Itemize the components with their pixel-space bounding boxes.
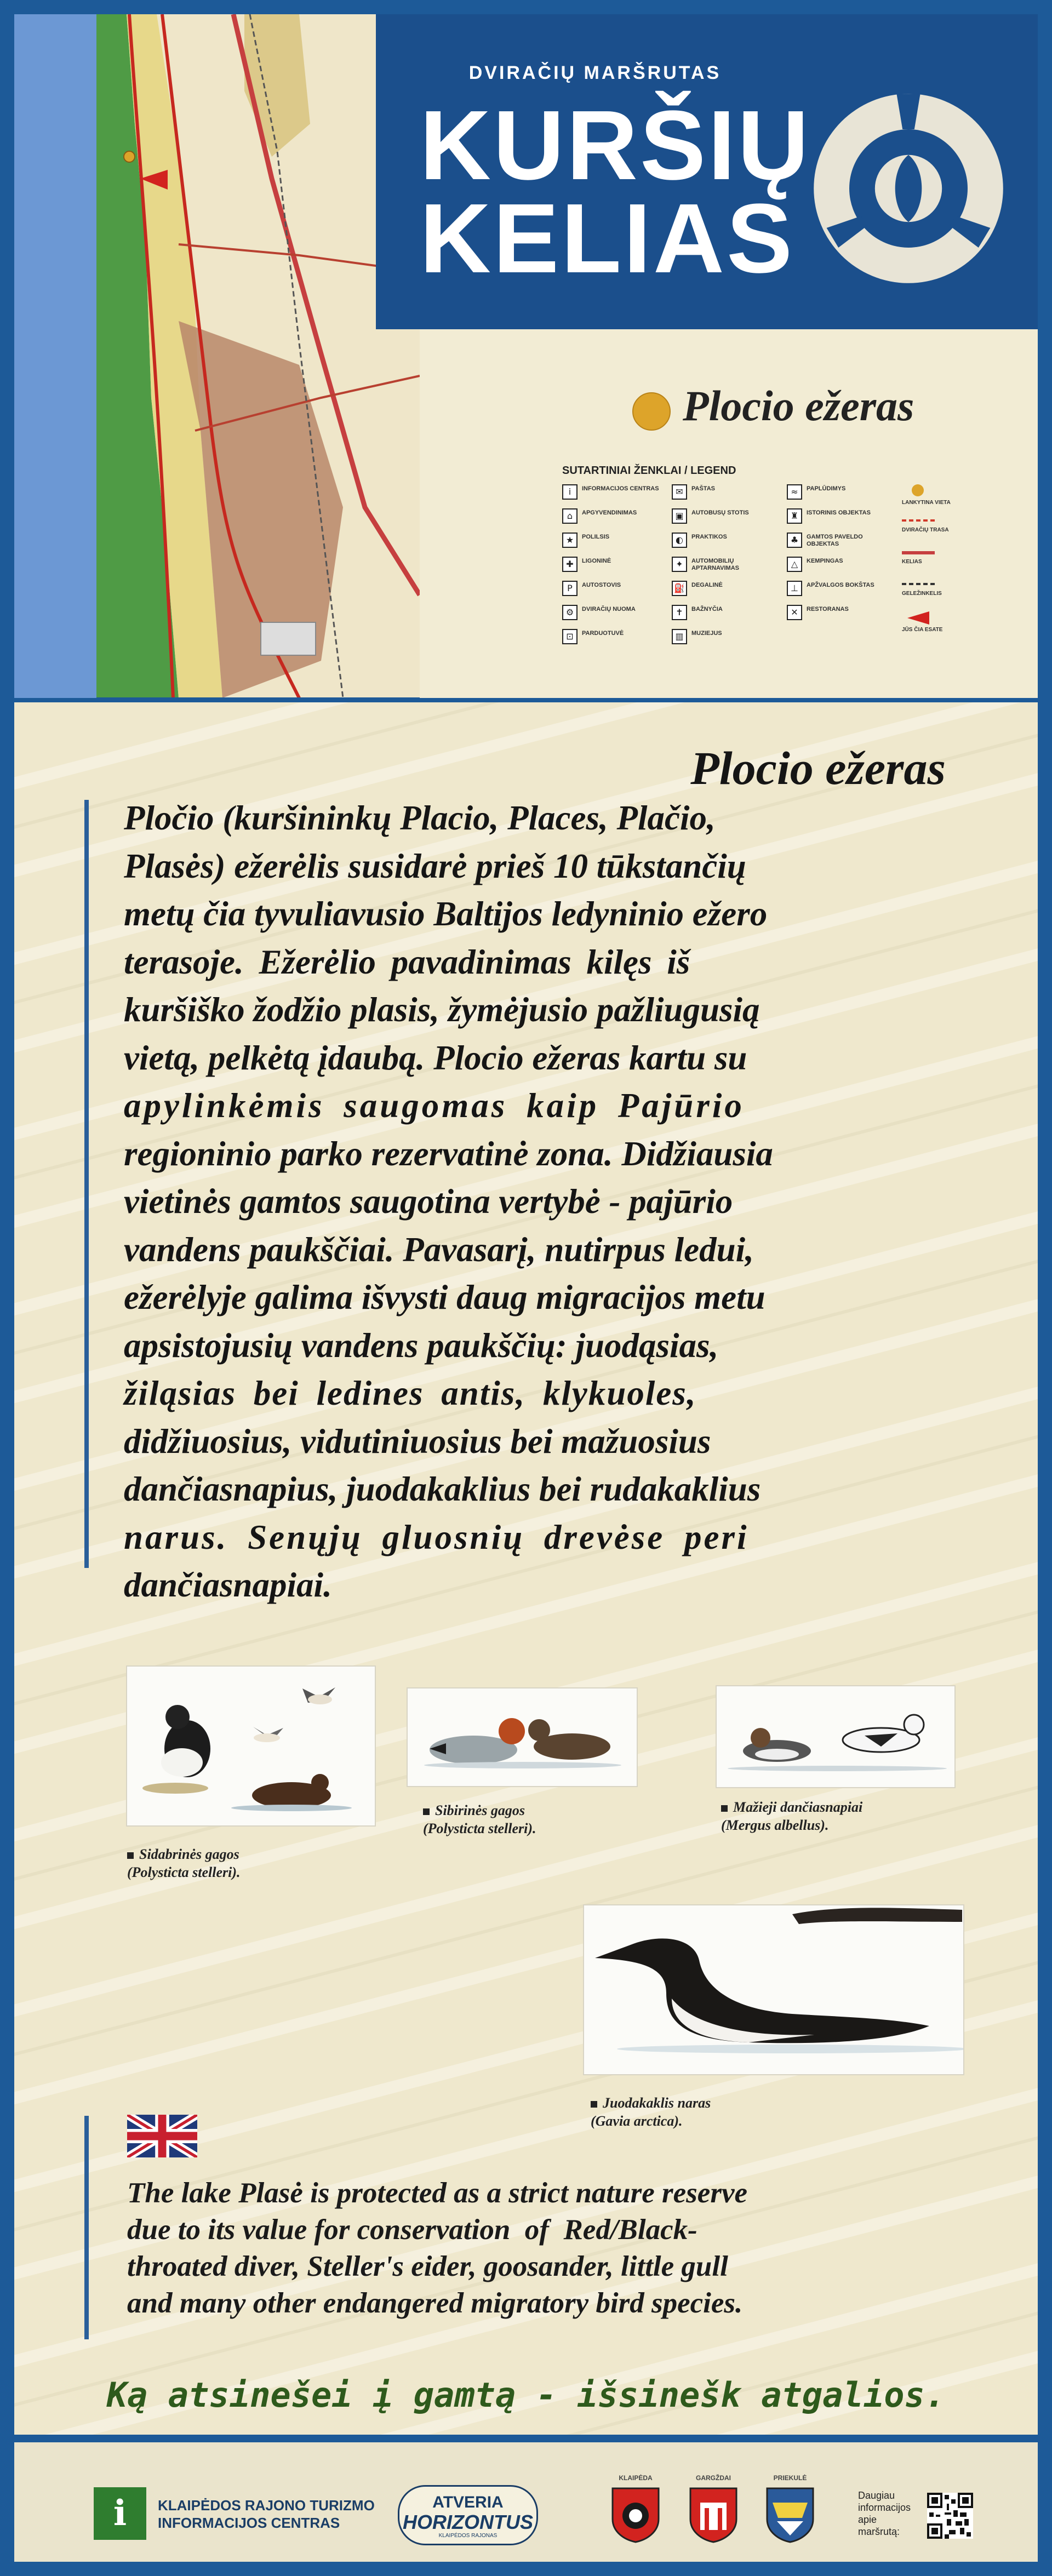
parking-icon: P [562,581,578,596]
car-service-icon: ✦ [672,557,687,572]
text-line: didžiuosius, vidutiniuosius bei mažuosius [124,1422,711,1461]
historic-object-icon: ♜ [787,508,802,524]
legend-item: ★ POLILSIS [562,533,672,557]
legend-item: ✦ AUTOMOBILIŲ APTARNAVIMAS [672,557,781,581]
info-center-icon: i [94,2487,146,2540]
more-info-text: Daugiau informacijos apie maršrutą: [858,2490,911,2537]
info-center-icon: i [562,484,578,500]
restaurant-icon: ✕ [787,605,802,620]
caption-bullet-icon [591,2101,597,2108]
legend-item: ◐ PRAKTIKOS [672,533,781,557]
title-line-2: KELIAS [420,184,795,294]
place-marker-icon [632,392,671,431]
legend-item: ⊡ PARDUOTUVĖ [562,629,672,653]
photo-smew [717,1686,954,1787]
practice-icon: ◐ [672,533,687,548]
photo-siberian-eiders [408,1688,637,1786]
caption-siberian-eider: Sibirinės gagos (Polysticta stelleri). [423,1802,536,1836]
bus-station-icon: ▣ [672,508,687,524]
qr-code-icon[interactable] [927,2493,973,2539]
footer [14,2442,1038,2562]
legend-item: DVIRAČIŲ TRASA [902,516,1011,548]
header-divider [14,698,1038,702]
photo-black-throated-diver [584,1905,963,2074]
text-line: kuršiško žodžio plasis, žymėjusio pažliugusią [124,991,760,1029]
text-accent-bar [84,800,89,1568]
legend-item: GELEŽINKELIS [902,580,1011,611]
hospital-icon: ✚ [562,557,578,572]
legend-item: ▥ MUZIEJUS [672,629,781,653]
crest-label: KLAIPĖDA [619,2474,653,2482]
beach-icon: ≈ [787,484,802,500]
text-line: regioninio parko rezervatinė zona. Didžiausia [124,1134,773,1173]
gargzdai-crest-icon [688,2486,739,2543]
legend-item: KELIAS [902,548,1011,580]
text-line: throated diver, Steller's eider, goosander, little gull [127,2251,728,2282]
church-icon: ✝ [672,605,687,620]
bike-rental-icon: ⚙ [562,605,578,620]
legend-item: LANKYTINA VIETA [902,484,1011,516]
legend-item: ⚙ DVIRAČIŲ NUOMA [562,605,672,629]
text-line: vietinės gamtos saugotina vertybė - pajūrio [124,1182,733,1221]
header-section [14,14,1038,698]
text-line: dančiasnapius, juodakaklius bei rudakaklius [124,1470,761,1508]
photo-stellers-eiders [127,1667,375,1825]
legend-item: i INFORMACIJOS CENTRAS [562,484,672,508]
main-description [124,794,957,1610]
legend-column [562,484,672,653]
legend [562,484,1022,682]
route-map [14,14,420,698]
nature-heritage-icon: ♣ [787,533,802,548]
crest-label: PRIEKULĖ [773,2474,807,2482]
route-logo-icon [810,90,1007,287]
legend-item: ♜ ISTORINIS OBJEKTAS [787,508,896,533]
observation-tower-icon: ⊥ [787,581,802,596]
crest-label: GARGŽDAI [696,2474,731,2482]
text-line: dančiasnapiai. [124,1566,332,1604]
fuel-icon: ⛽ [672,581,687,596]
english-description [127,2175,949,2322]
caption-bullet-icon [721,1805,728,1812]
text-line: apsistojusių vandens paukščių: juodąsias, [124,1326,719,1365]
leisure-icon: ★ [562,533,578,548]
text-line: apylinkėmis saugomas kaip Pajūrio [124,1086,745,1125]
legend-item: ♣ GAMTOS PAVELDO OBJEKTAS [787,533,896,557]
legend-item: △ KEMPINGAS [787,557,896,581]
legend-column-lines [902,484,1011,643]
caption-black-throated-diver: Juodakaklis naras (Gavia arctica). [591,2095,711,2129]
legend-item: ✝ BAŽNYČIA [672,605,781,629]
atveria-horizontus-logo: ATVERIA HORIZONTUS KLAIPĖDOS RAJONAS [398,2485,538,2545]
legend-item: ⊥ APŽVALGOS BOKŠTAS [787,581,896,605]
text-line: vietą, pelkėtą įdaubą. Plocio ežeras kartu su [124,1038,747,1077]
text-line: vandens paukščiai. Pavasarį, nutirpus ledui, [124,1230,754,1269]
legend-column [672,484,781,653]
text-line: ežerėlyje galima išvysti daug migracijos metu [124,1278,765,1316]
text-line: The lake Plasė is protected as a strict nature reserve [127,2177,747,2209]
caption-bullet-icon [127,1852,134,1859]
priekule-crest-icon [765,2486,815,2543]
camping-icon: △ [787,557,802,572]
you-are-here-icon [907,611,929,625]
route-label: DVIRAČIŲ MARŠRUTAS [468,62,722,83]
legend-item: ▣ AUTOBUSŲ STOTIS [672,508,781,533]
text-line: žiląsias bei ledines antis, klykuoles, [124,1374,697,1412]
caption-bullet-icon [423,1808,430,1815]
text-line: Pločio (kuršininkų Placio, Places, Plačio, [124,799,716,837]
shop-icon: ⊡ [562,629,578,644]
legend-item: ⛽ DEGALINĖ [672,581,781,605]
legend-title: SUTARTINIAI ŽENKLAI / LEGEND [562,465,736,477]
legend-item: P AUTOSTOVIS [562,581,672,605]
footer-divider [14,2435,1038,2442]
text-line: metų čia tyvuliavusio Baltijos ledyninio ežero [124,895,768,933]
legend-item: ≈ PAPLŪDIMYS [787,484,896,508]
main-heading: Plocio ežeras [690,742,946,794]
text-line: due to its value for conservation of Red/Black- [127,2214,697,2246]
accommodation-icon: ⌂ [562,508,578,524]
museum-icon: ▥ [672,629,687,644]
legend-column [787,484,896,629]
legend-item: ✚ LIGONINĖ [562,557,672,581]
board-frame [14,14,1038,2562]
klaipeda-crest-icon [610,2486,661,2543]
sight-marker-icon [912,484,924,496]
content-section [14,702,1038,2435]
caption-stellers-eider: Sidabrinės gagos (Polysticta stelleri). [127,1846,241,1880]
slogan: Ką atsinešei į gamtą - išsinešk atgalios. [106,2375,946,2415]
uk-flag-icon [127,2115,197,2157]
legend-item: ✕ RESTORANAS [787,605,896,629]
text-line: and many other endangered migratory bird species. [127,2287,743,2319]
legend-item: ✉ PAŠTAS [672,484,781,508]
english-accent-bar [84,2116,89,2339]
place-title: Plocio ežeras [683,382,914,430]
text-line: terasoje. Ežerėlio pavadinimas kilęs iš [124,942,690,981]
post-icon: ✉ [672,484,687,500]
legend-item: ⌂ APGYVENDINIMAS [562,508,672,533]
info-center-name-line1: KLAIPĖDOS RAJONO TURIZMO [158,2497,375,2514]
info-center-name-line2: INFORMACIJOS CENTRAS [158,2515,340,2531]
text-line: narus. Senųjų gluosnių drevėse peri [124,1518,749,1556]
caption-smew: Mažieji dančiasnapiai (Mergus albellus). [721,1799,863,1833]
title-line-1: KURŠIŲ [420,90,811,201]
text-line: Plasės) ežerėlis susidarė prieš 10 tūkstančių [124,846,746,885]
legend-item: JŪS ČIA ESATE [902,611,1011,643]
